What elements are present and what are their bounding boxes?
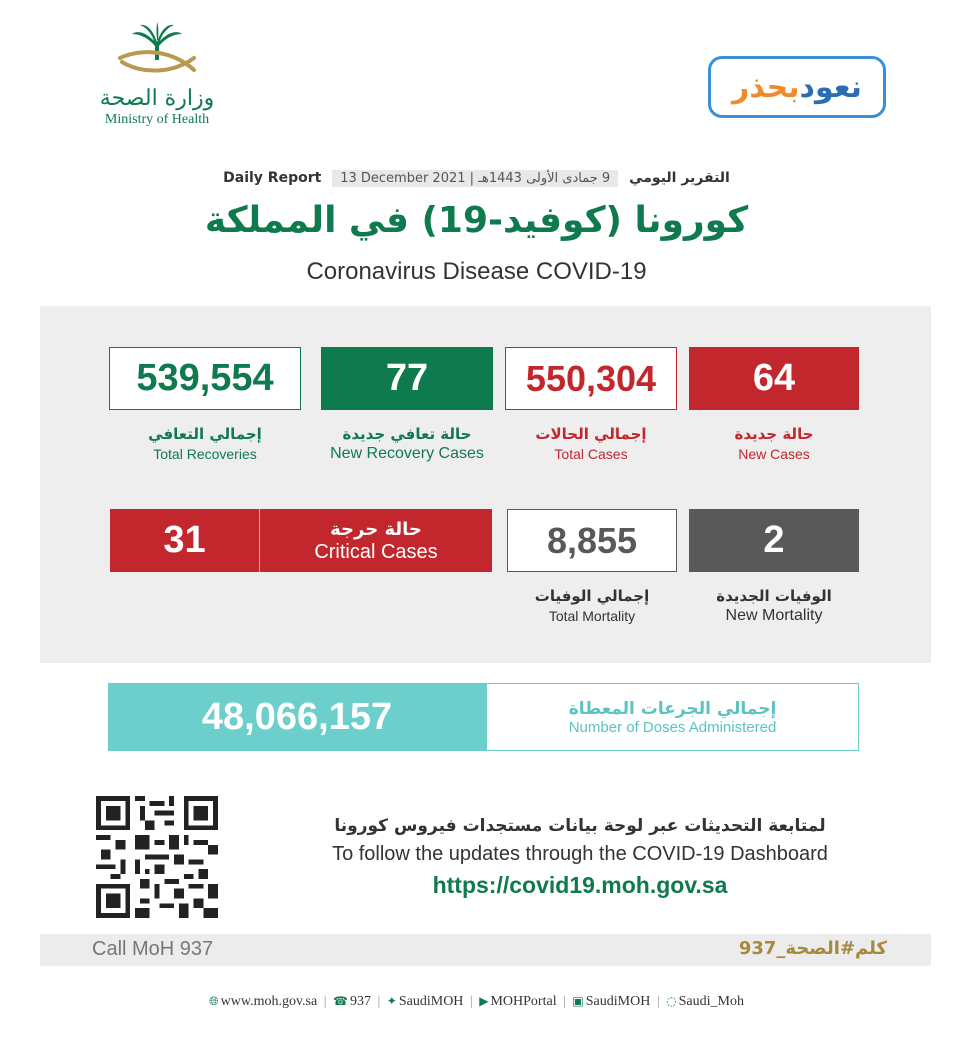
new-mortality-label-en: New Mortality	[725, 607, 823, 624]
total-recoveries-label-ar: إجمالي التعافي	[148, 425, 262, 443]
footer-snapchat[interactable]: Saudi_Moh	[678, 994, 744, 1009]
youtube-icon: ▶	[479, 994, 489, 1008]
new-recovery-label-en: New Recovery Cases	[330, 445, 484, 462]
critical-cases-value: 31	[110, 509, 260, 572]
total-recoveries-label	[109, 424, 301, 464]
new-cases-label-ar: حالة جديدة	[734, 425, 814, 443]
doses-label	[486, 683, 859, 751]
footer-website[interactable]: www.moh.gov.sa	[220, 994, 318, 1009]
report-date-line	[0, 170, 953, 187]
total-recoveries-label-en: Total Recoveries	[153, 446, 257, 462]
footer-instagram[interactable]: SaudiMOH	[585, 994, 651, 1009]
total-mortality-label-en: Total Mortality	[548, 608, 636, 624]
total-mortality-value: 8,855	[507, 509, 677, 572]
hijri-date: 9 جمادى الأولى 1443هـ	[478, 171, 611, 186]
instagram-icon: ▣	[572, 994, 584, 1008]
new-mortality-value: 2	[689, 509, 859, 572]
doses-label-en: Number of Doses Administered	[568, 718, 777, 736]
campaign-badge	[708, 56, 886, 118]
dashboard-link[interactable]: https://covid19.moh.gov.sa	[432, 872, 728, 898]
footer-social-links: 🌐︎ www.moh.gov.sa | ☎ 937 | ✦ SaudiMOH | ▶ MOHPortal | ▣ SaudiMOH | ◌ Saudi_Moh	[209, 994, 744, 1009]
doses-label-ar: إجمالي الجرعات المعطاة	[568, 698, 777, 719]
call-moh-ar: كلم#الصحة_937	[738, 938, 887, 959]
phone-icon: ☎	[333, 994, 348, 1008]
campaign-word-1: نعود	[799, 69, 862, 105]
date-box: 13 December 2021 | 9 جمادى الأولى 1443هـ	[332, 170, 618, 187]
critical-cases-label	[260, 509, 492, 572]
new-recovery-value: 77	[321, 347, 493, 410]
gregorian-date: 13 December 2021	[340, 171, 466, 186]
new-cases-label	[689, 424, 859, 464]
footer-youtube[interactable]: MOHPortal	[490, 994, 557, 1009]
globe-icon: 🌐︎	[209, 994, 219, 1008]
critical-cases-card	[110, 509, 492, 572]
total-cases-label	[505, 424, 677, 464]
logo-english-text: Ministry of Health	[104, 112, 210, 127]
page-title-english: Coronavirus Disease COVID-19	[306, 258, 647, 285]
critical-cases-label-ar: حالة حرجة	[330, 518, 422, 540]
total-cases-label-en: Total Cases	[554, 446, 628, 462]
palm-swords-logo-icon	[102, 22, 212, 84]
campaign-word-2: بحذر	[732, 69, 800, 105]
doses-value: 48,066,157	[108, 683, 486, 751]
new-mortality-label	[689, 586, 859, 626]
total-mortality-label	[507, 586, 677, 626]
call-moh-en: Call MoH 937	[92, 938, 214, 960]
new-cases-label-en: New Cases	[738, 446, 810, 462]
new-recovery-label-ar: حالة تعافي جديدة	[342, 425, 472, 443]
qr-code-icon[interactable]	[96, 796, 218, 918]
total-recoveries-value: 539,554	[109, 347, 301, 410]
moh-logo	[72, 22, 242, 150]
snapchat-icon: ◌	[666, 994, 677, 1008]
new-mortality-label-ar: الوفيات الجديدة	[716, 587, 832, 605]
page-title-arabic: كورونا (كوفيد-19) في المملكة	[204, 200, 749, 241]
dashboard-text-en: To follow the updates through the COVID-19 Dashboard	[332, 843, 828, 865]
daily-report-ar: التقرير اليومي	[629, 170, 730, 186]
twitter-icon: ✦	[386, 994, 397, 1008]
logo-arabic-text: وزارة الصحة	[99, 86, 215, 111]
footer-phone[interactable]: 937	[349, 994, 371, 1009]
new-recovery-label	[300, 424, 514, 464]
daily-report-en: Daily Report	[223, 170, 322, 186]
new-cases-value: 64	[689, 347, 859, 410]
critical-cases-label-en: Critical Cases	[314, 540, 438, 563]
total-cases-label-ar: إجمالي الحالات	[535, 425, 647, 443]
footer-twitter[interactable]: SaudiMOH	[398, 994, 464, 1009]
total-cases-value: 550,304	[505, 347, 677, 410]
total-mortality-label-ar: إجمالي الوفيات	[534, 587, 650, 605]
dashboard-text-ar: لمتابعة التحديثات عبر لوحة بيانات مستجدات فيروس كورونا	[334, 816, 826, 836]
